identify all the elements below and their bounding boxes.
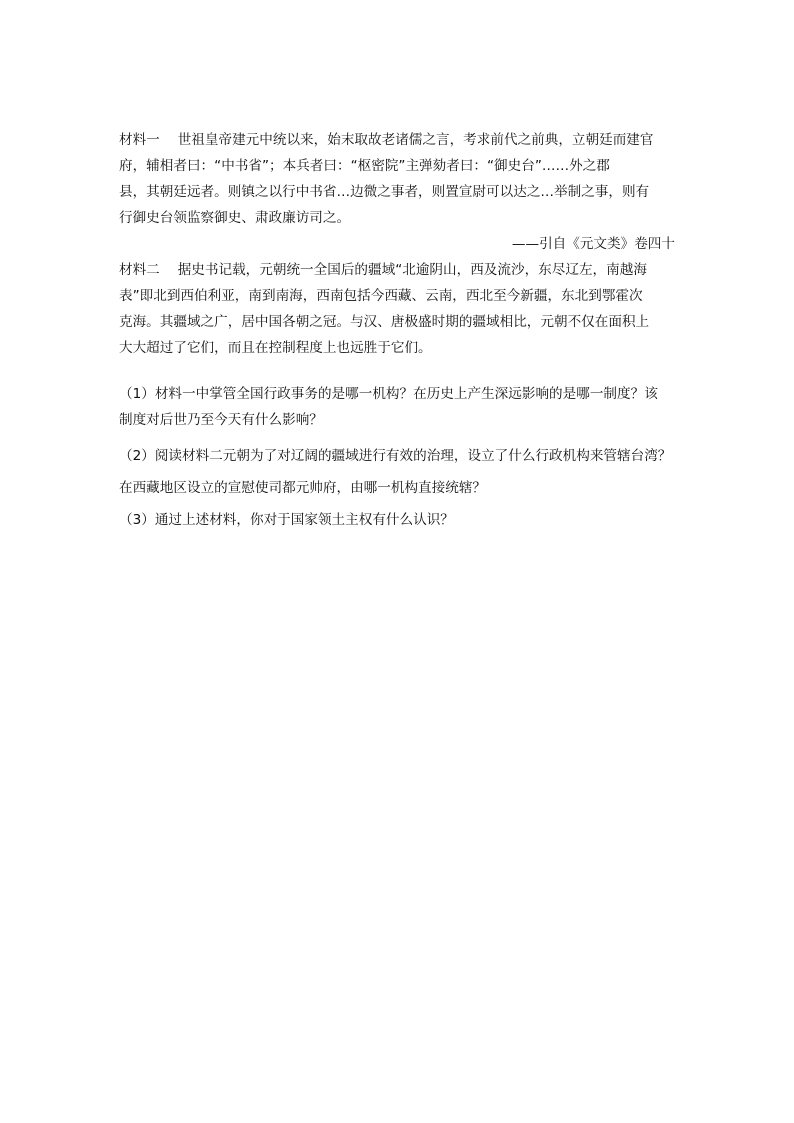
question-3-line-1: （3）通过上述材料，你对于国家领土主权有什么认识？ (119, 512, 454, 528)
material-1-line-1: 材料一 世祖皇帝建元中统以来，始末取故老诸儒之言，考求前代之前典，立朝廷而建官 (119, 132, 654, 148)
material-1-citation: ——引自《元文类》卷四十 (511, 236, 675, 252)
question-1-line-2: 制度对后世乃至今天有什么影响？ (119, 412, 323, 428)
question-1-line-1: （1）材料一中掌管全国行政事务的是哪一机构？在历史上产生深远影响的是哪一制度？该 (119, 386, 658, 402)
material-1-line-2: 府，辅相者曰：“中书省”；本兵者曰：“枢密院”主弹劾者曰：“御史台”……外之郡 (119, 158, 610, 174)
material-1-line-4: 行御史台领监察御史、肃政廉访司之。 (119, 210, 351, 226)
material-2-line-2: 表”即北到西伯利亚，南到南海，西南包括今西藏、云南，西北至今新疆，东北到鄂霍次 (119, 288, 643, 304)
question-2-line-1: （2）阅读材料二元朝为了对辽阔的疆域进行有效的治理，设立了什么行政机构来管辖台湾？ (119, 448, 672, 464)
material-1-line-3: 县，其朝廷远者。则镇之以行中书省…边微之事者，则置宣尉可以达之…举制之事，则有 (119, 184, 650, 200)
material-2-line-3: 克海。其疆域之广，居中国各朝之冠。与汉、唐极盛时期的疆域相比，元朝不仅在面积上 (119, 314, 650, 330)
question-2-line-2: 在西藏地区设立的宣慰使司都元帅府，由哪一机构直接统辖？ (119, 480, 487, 496)
material-2-line-1: 材料二 据史书记载，元朝统一全国后的疆域“北逾阴山，西及流沙，东尽辽左，南越海 (119, 262, 647, 278)
material-2-line-4: 大大超过了它们，而且在控制程度上也远胜于它们。 (119, 340, 432, 356)
